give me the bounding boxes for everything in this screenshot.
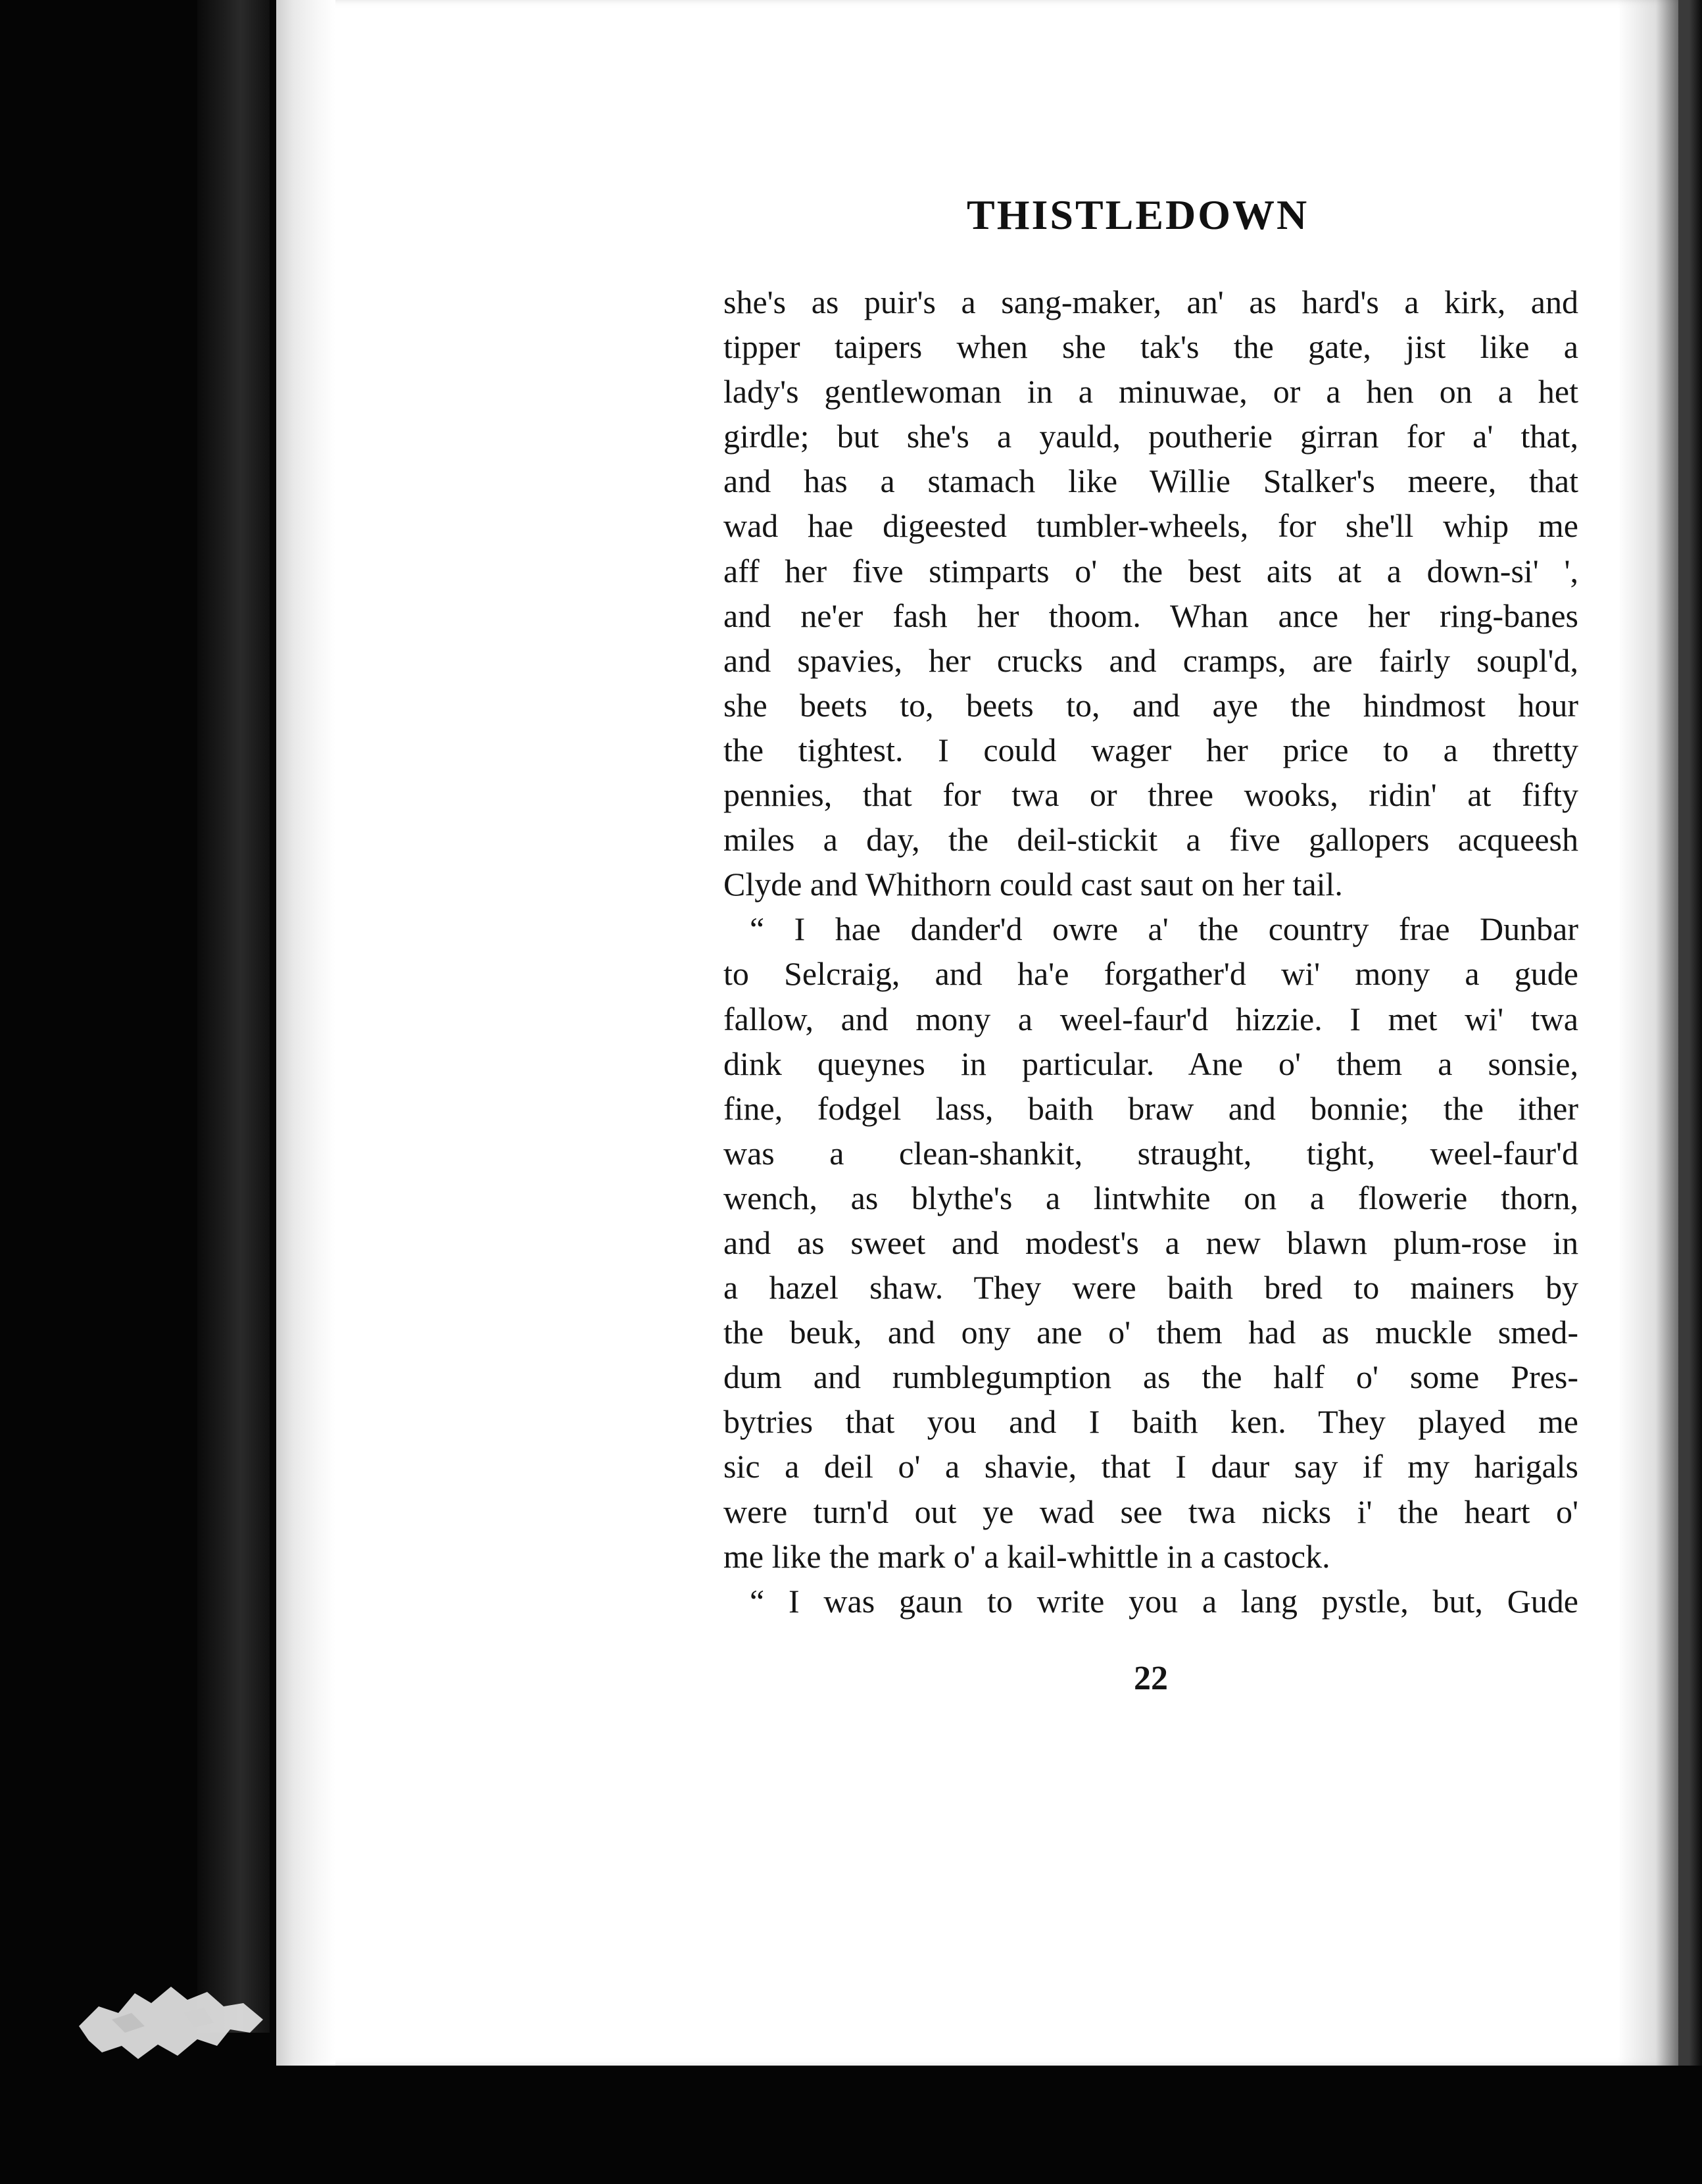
text-line: dink queynes in particular. Ane o' them a sonsie,: [723, 1045, 1578, 1082]
page-fold-shadow: [1618, 0, 1702, 2066]
text-line: dum and rumblegumption as the half o' some Pres-: [723, 1358, 1578, 1396]
text-line: girdle; but she's a yauld, poutherie girran for a' that,: [723, 418, 1578, 455]
text-line: sic a deil o' a shavie, that I daur say if my harigals: [723, 1448, 1578, 1485]
text-line: wad hae digeested tumbler-wheels, for she'll whip me: [723, 507, 1578, 545]
text-line: aff her five stimparts o' the best aits at a down-si' ',: [723, 552, 1578, 589]
text-line: lady's gentlewoman in a minuwae, or a hen on a het: [723, 373, 1578, 410]
text-line: was a clean-shankit, straught, tight, weel-faur'd: [723, 1134, 1578, 1172]
book-binding-edge: [197, 0, 270, 2033]
text-line: and ne'er fash her thoom. Whan ance her ring-banes: [723, 597, 1578, 634]
text-line: and spavies, her crucks and cramps, are fairly soupl'd,: [723, 641, 1578, 679]
text-line: “ I hae dander'd owre a' the country frae Dunbar: [750, 910, 1578, 948]
text-line: fine, fodgel lass, baith braw and bonnie; the ither: [723, 1089, 1578, 1127]
text-line: wench, as blythe's a lintwhite on a flowerie thorn,: [723, 1179, 1578, 1216]
torn-paper-fragment: [72, 1967, 270, 2066]
text-line: me like the mark o' a kail-whittle in a castock.: [723, 1537, 1330, 1575]
text-line: bytries that you and I baith ken. They played me: [723, 1403, 1578, 1441]
text-line: “ I was gaun to write you a lang pystle, but, Gude: [750, 1582, 1578, 1620]
text-line: the tightest. I could wager her price to a thretty: [723, 731, 1578, 768]
text-line: miles a day, the deil-stickit a five gallopers acqueesh: [723, 821, 1578, 858]
body-text: [723, 280, 1578, 1624]
running-head: THISTLEDOWN: [967, 191, 1309, 238]
text-line: to Selcraig, and ha'e forgather'd wi' mony a gude: [723, 955, 1578, 993]
text-line: pennies, that for twa or three wooks, ridin' at fifty: [723, 776, 1578, 814]
page-number: 22: [1134, 1660, 1168, 1697]
binding-mark: [197, 217, 209, 243]
text-line: Clyde and Whithorn could cast saut on her tail.: [723, 866, 1343, 903]
text-line: she's as puir's a sang-maker, an' as hard's a kirk, and: [723, 284, 1578, 320]
text-line: were turn'd out ye wad see twa nicks i' the heart o': [723, 1493, 1578, 1530]
page-gutter-edge: [276, 0, 335, 2066]
text-line: fallow, and mony a weel-faur'd hizzie. I met wi' twa: [723, 1000, 1578, 1037]
text-line: the beuk, and ony ane o' them had as muckle smed-: [723, 1314, 1578, 1351]
text-line: and has a stamach like Willie Stalker's meere, that: [723, 462, 1578, 500]
text-line: a hazel shaw. They were baith bred to mainers by: [723, 1269, 1578, 1306]
text-line: she beets to, beets to, and aye the hindmost hour: [723, 686, 1578, 724]
text-line: and as sweet and modest's a new blawn plum-rose in: [723, 1224, 1578, 1261]
text-line: tipper taipers when she tak's the gate, jist like a: [723, 328, 1578, 366]
